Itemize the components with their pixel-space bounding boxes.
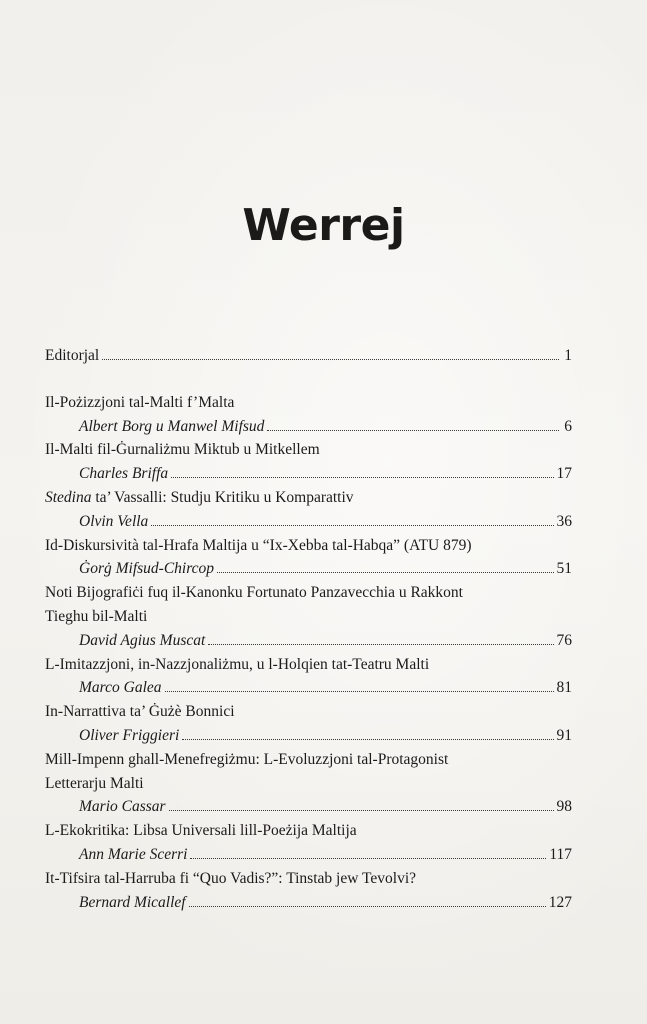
toc-author-line — [45, 557, 572, 581]
toc-entry-title-rest: ta’ Vassalli: Studju Kritiku u Komparattiv — [91, 488, 354, 506]
toc-entry[interactable] — [45, 391, 572, 439]
toc-page-number: 98 — [556, 798, 572, 816]
toc-author-line — [45, 795, 572, 819]
toc-entry-title: Il-Pożizzjoni tal-Malti f’Malta — [45, 393, 235, 411]
toc-entry-title — [45, 486, 572, 510]
toc-author-line — [45, 510, 572, 534]
toc-page-number: 76 — [556, 631, 572, 649]
toc-entry[interactable] — [45, 653, 572, 701]
toc-entry-title: In-Narrattiva ta’ Ġużè Bonnici — [45, 703, 235, 721]
toc-entry[interactable] — [45, 748, 572, 819]
toc-page-number: 6 — [564, 417, 572, 435]
toc-entry-editorial[interactable] — [45, 344, 572, 368]
dot-leader — [189, 906, 546, 907]
toc-author-line — [45, 676, 572, 700]
toc-page-number: 127 — [548, 893, 572, 911]
toc-author: Mario Cassar — [79, 798, 166, 816]
dot-leader — [267, 430, 559, 431]
toc-author: Ann Marie Scerri — [79, 845, 188, 863]
page-title: Werrej — [242, 200, 405, 251]
toc-entry[interactable] — [45, 700, 572, 748]
toc-entry[interactable] — [45, 867, 572, 915]
toc-author: Marco Galea — [79, 679, 162, 697]
toc-entry-title: It-Tifsira tal-Harruba fi “Quo Vadis?”: Tinstab jew Tevolvi? — [45, 869, 417, 887]
toc-page-number: 117 — [549, 845, 572, 863]
dot-leader — [171, 477, 553, 478]
toc-author: Ġorġ Mifsud-Chircop — [79, 560, 215, 578]
dot-leader — [182, 739, 553, 740]
table-of-contents — [45, 344, 572, 914]
toc-entry-title: Il-Malti fil-Ġurnaliżmu Miktub u Mitkellem — [45, 441, 320, 459]
toc-author: Oliver Friggieri — [79, 726, 180, 744]
toc-author-line — [45, 843, 572, 867]
toc-author: Bernard Micallef — [79, 893, 186, 911]
toc-entry[interactable] — [45, 534, 572, 582]
dot-leader — [151, 525, 553, 526]
dot-leader — [208, 644, 553, 645]
toc-entry-title-continued: Tieghu bil-Malti — [45, 607, 148, 625]
toc-entry[interactable] — [45, 581, 572, 652]
toc-page-number: 36 — [556, 512, 572, 530]
toc-author-line — [45, 724, 572, 748]
dot-leader — [217, 572, 553, 573]
toc-author: David Agius Muscat — [79, 631, 206, 649]
toc-author: Charles Briffa — [79, 465, 169, 483]
toc-entry-title: L-Ekokritika: Libsa Universali lill-Poeżija Maltija — [45, 822, 357, 840]
toc-entry-title: Mill-Impenn ghall-Menefregiżmu: L-Evoluzzjoni tal-Protagonist — [45, 750, 449, 768]
toc-page-number: 1 — [564, 347, 572, 364]
dot-leader — [165, 691, 554, 692]
toc-entry-title: Id-Diskursività tal-Hrafa Maltija u “Ix-Xebba tal-Habqa” (ATU 879) — [45, 536, 472, 554]
toc-page-number: 51 — [556, 560, 572, 578]
dot-leader — [190, 858, 546, 859]
toc-page-number: 17 — [556, 465, 572, 483]
toc-author-line — [45, 462, 572, 486]
toc-entry[interactable] — [45, 438, 572, 486]
toc-entry-title-continued: Letterarju Malti — [45, 774, 144, 792]
spacer — [45, 368, 572, 391]
toc-entry[interactable] — [45, 486, 572, 534]
dot-leader — [102, 359, 559, 360]
toc-page-number: 81 — [556, 679, 572, 697]
toc-entry-title-italic: Stedina — [45, 488, 92, 506]
dot-leader — [169, 810, 554, 811]
toc-author: Albert Borg u Manwel Mifsud — [79, 417, 265, 435]
toc-author: Olvin Vella — [79, 512, 149, 530]
toc-entry[interactable] — [45, 819, 572, 867]
toc-entry-title: L-Imitazzjoni, in-Nazzjonaliżmu, u l-Holqien tat-Teatru Malti — [45, 655, 430, 673]
toc-author-line — [45, 415, 572, 439]
toc-author-line — [45, 891, 572, 915]
toc-entry-title: Editorjal — [45, 347, 100, 364]
toc-page-number: 91 — [556, 726, 572, 744]
toc-entry-title: Noti Bijografiċi fuq il-Kanonku Fortunato Panzavecchia u Rakkont — [45, 584, 463, 602]
toc-author-line — [45, 629, 572, 653]
